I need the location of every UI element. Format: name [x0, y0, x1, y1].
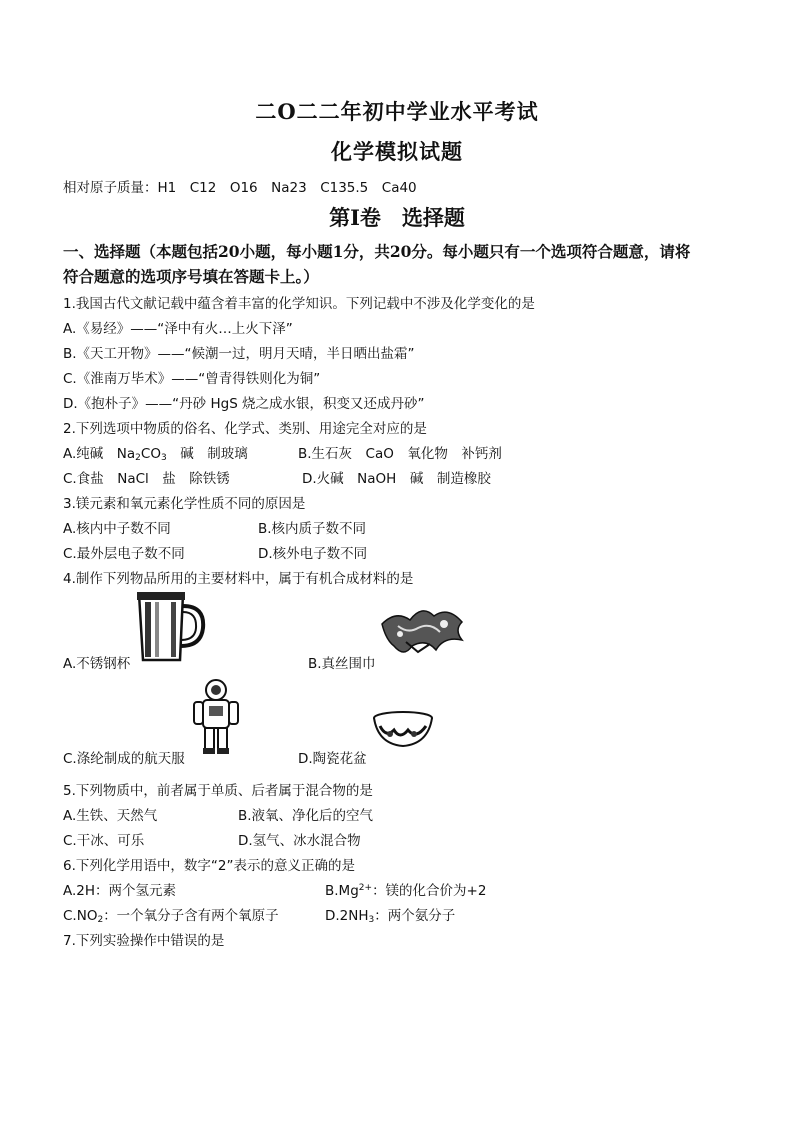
question-5-option-b: B.液氧、净化后的空气 — [238, 808, 374, 824]
question-4-option-d: D.陶瓷花盆 — [298, 751, 367, 767]
question-1-option-b: B.《天工开物》——“候潮一过，明月天晴，半日晒出盐霜” — [63, 346, 415, 362]
atomic-mass-line: 相对原子质量：H1 C12 O16 Na23 C135.5 Ca40 — [63, 180, 417, 196]
question-2-option-b: B.生石灰 CaO 氧化物 补钙剂 — [298, 446, 502, 462]
section-heading-line1: 一、选择题（本题包括20小题，每小题1分，共20分。每小题只有一个选项符合题意，请将 — [63, 242, 691, 261]
question-4-option-c: C.涤纶制成的航天服 — [63, 751, 185, 767]
volume-heading: 第I卷 选择题 — [329, 205, 465, 230]
question-5-stem: 5.下列物质中，前者属于单质、后者属于混合物的是 — [63, 783, 373, 799]
question-6-option-b: $B.Mg^{2+}$：镁的化合价为+2 — [325, 883, 487, 899]
silk-scarf-image — [378, 600, 466, 662]
exam-title: 二O二二年初中学业水平考试 — [255, 99, 539, 124]
stainless-cup-image — [133, 590, 209, 665]
question-6-option-a: A.2H：两个氢元素 — [63, 883, 177, 899]
question-3-option-d: D.核外电子数不同 — [258, 546, 368, 562]
spacesuit-image — [192, 678, 240, 756]
question-6-stem: 6.下列化学用语中，数字“2”表示的意义正确的是 — [63, 858, 355, 874]
question-4-stem: 4.制作下列物品所用的主要材料中，属于有机合成材料的是 — [63, 571, 414, 587]
question-3-option-a: A.核内中子数不同 — [63, 521, 171, 537]
question-7-stem: 7.下列实验操作中错误的是 — [63, 933, 225, 949]
question-1-option-d: D.《抱朴子》——“丹砂 HgS 烧之成水银，积变又还成丹砂” — [63, 396, 425, 412]
question-2-option-a: A.纯碱 $Na_2CO_3$ 碱 制玻璃 — [63, 446, 248, 463]
section-heading-line2: 符合题意的选项序号填在答题卡上。） — [63, 267, 319, 286]
question-5-option-c: C.干冰、可乐 — [63, 833, 145, 849]
question-3-stem: 3.镁元素和氧元素化学性质不同的原因是 — [63, 496, 306, 512]
question-4-option-b: B.真丝围巾 — [308, 656, 376, 672]
question-6-option-d: $D.2NH_3$：两个氨分子 — [325, 908, 456, 925]
question-1-option-a: A.《易经》——“泽中有火…上火下泽” — [63, 321, 293, 337]
question-1-stem: 1.我国古代文献记载中蕴含着丰富的化学知识。下列记载中不涉及化学变化的是 — [63, 296, 535, 312]
question-3-option-b: B.核内质子数不同 — [258, 521, 367, 537]
question-3-option-c: C.最外层电子数不同 — [63, 546, 185, 562]
question-2-option-c: C.食盐 NaCl 盐 除铁锈 — [63, 471, 230, 487]
question-5-option-d: D.氢气、冰水混合物 — [238, 833, 361, 849]
question-1-option-c: C.《淮南万毕术》——“曾青得铁则化为铜” — [63, 371, 321, 387]
question-2-stem: 2.下列选项中物质的俗名、化学式、类别、用途完全对应的是 — [63, 421, 427, 437]
question-5-option-a: A.生铁、天然气 — [63, 808, 158, 824]
ceramic-pot-image — [372, 710, 434, 750]
question-2-option-d: D.火碱 NaOH 碱 制造橡胶 — [302, 471, 491, 487]
question-6-option-c: $C.NO_2$：一个氧分子含有两个氧原子 — [63, 908, 279, 925]
exam-subtitle: 化学模拟试题 — [331, 139, 463, 164]
question-4-option-a: A.不锈钢杯 — [63, 656, 131, 672]
